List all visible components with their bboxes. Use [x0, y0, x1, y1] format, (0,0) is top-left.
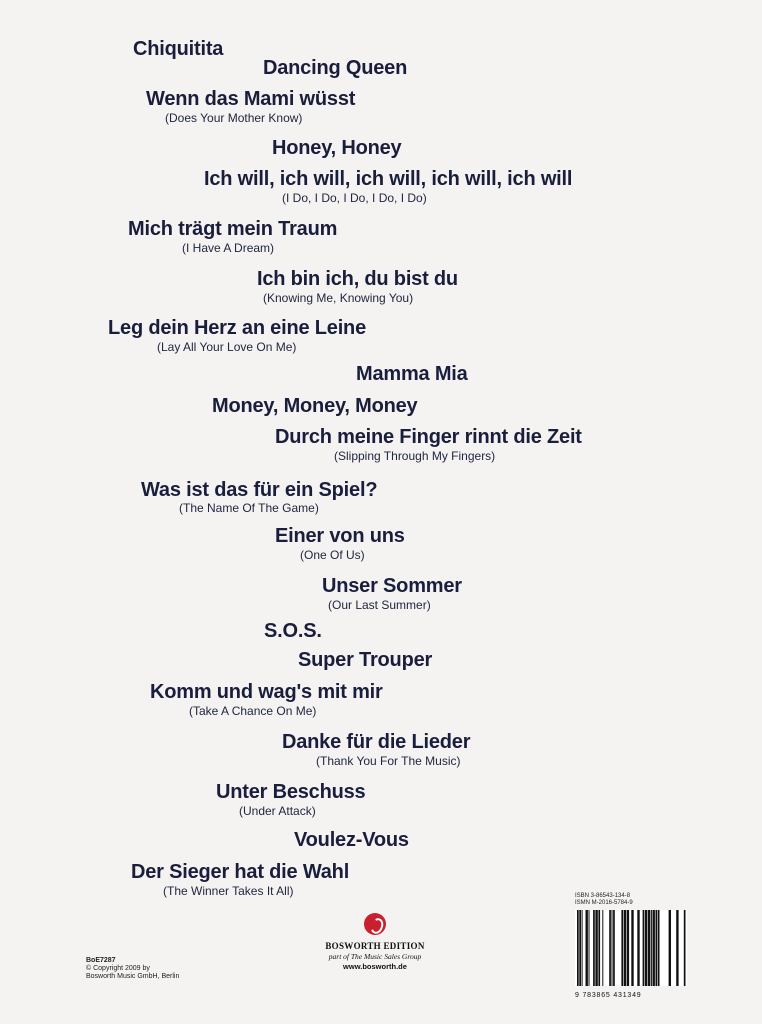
song-title: Super Trouper — [298, 649, 433, 671]
bosworth-logo-icon — [364, 913, 386, 935]
song-title: Was ist das für ein Spiel? — [141, 479, 378, 501]
song-title: Leg dein Herz an eine Leine — [108, 317, 366, 339]
song-english-title: (Lay All Your Love On Me) — [157, 340, 297, 354]
song-title: Mamma Mia — [356, 363, 468, 385]
publisher-logo-block — [300, 913, 450, 971]
barcode-area — [575, 893, 687, 999]
barcode-image — [575, 910, 687, 986]
song-title: Komm und wag's mit mir — [150, 681, 383, 703]
isbn-text: ISBN 3-86543-134-8 — [575, 893, 631, 899]
song-title: Chiquitita — [133, 38, 224, 60]
song-title: Unser Sommer — [322, 575, 462, 597]
song-english-title: (Does Your Mother Know) — [165, 111, 303, 125]
song-title: Danke für die Lieder — [282, 731, 471, 753]
catalog-number: BoE7287 — [86, 957, 116, 964]
song-title: Voulez-Vous — [294, 829, 409, 851]
song-english-title: (Our Last Summer) — [328, 598, 431, 612]
song-title: Honey, Honey — [272, 137, 402, 159]
song-title: Einer von uns — [275, 525, 405, 547]
song-title: Dancing Queen — [263, 57, 408, 79]
publisher-group-line: part of The Music Sales Group — [328, 952, 422, 961]
song-title: Ich will, ich will, ich will, ich will, ich will — [204, 168, 573, 190]
song-english-title: (Thank You For The Music) — [316, 754, 461, 768]
copyright-line-2: Bosworth Music GmbH, Berlin — [86, 973, 180, 980]
song-title: S.O.S. — [264, 620, 322, 642]
song-english-title: (One Of Us) — [300, 548, 365, 562]
song-title: Mich trägt mein Traum — [128, 218, 338, 240]
copyright-line-1: © Copyright 2009 by — [86, 965, 150, 972]
song-english-title: (Knowing Me, Knowing You) — [263, 291, 414, 305]
song-title: Der Sieger hat die Wahl — [131, 861, 350, 883]
song-english-title: (I Do, I Do, I Do, I Do, I Do) — [282, 191, 427, 205]
publisher-name: BOSWORTH EDITION — [325, 941, 425, 951]
song-english-title: (The Winner Takes It All) — [163, 884, 294, 898]
song-title: Durch meine Finger rinnt die Zeit — [275, 426, 582, 448]
imprint — [86, 957, 179, 981]
song-title: Ich bin ich, du bist du — [257, 268, 458, 290]
song-english-title: (I Have A Dream) — [182, 241, 275, 255]
song-english-title: (Slipping Through My Fingers) — [334, 449, 496, 463]
publisher-website: www.bosworth.de — [343, 962, 407, 971]
ismn-text: ISMN M-2016-5784-9 — [575, 900, 633, 906]
song-title: Money, Money, Money — [212, 395, 418, 417]
barcode-digits: 9 783865 431349 — [575, 992, 642, 999]
song-title: Wenn das Mami wüsst — [146, 88, 356, 110]
song-title: Unter Beschuss — [216, 781, 366, 803]
song-english-title: (Under Attack) — [239, 804, 316, 818]
song-english-title: (The Name Of The Game) — [179, 501, 319, 515]
song-english-title: (Take A Chance On Me) — [189, 704, 317, 718]
